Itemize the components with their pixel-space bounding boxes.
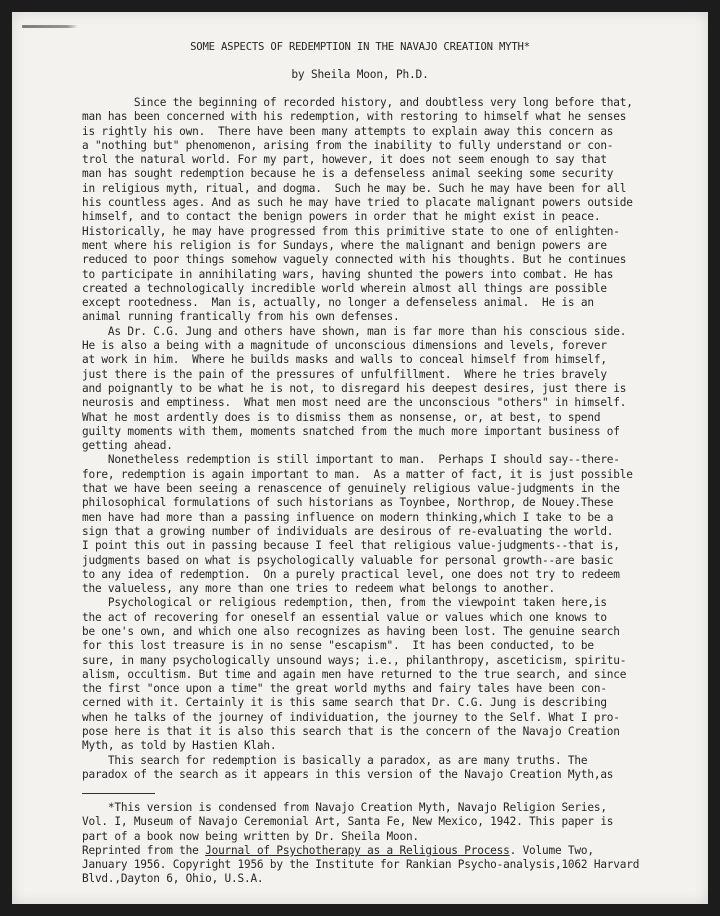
text-line: guilty moments with them, moments snatched from the much more important business of xyxy=(82,424,620,438)
text-line: This search for redemption is basically a paradox, as are many truths. The xyxy=(82,753,588,767)
text-line: be one's own, and which one also recognizes as having been lost. The genuine search xyxy=(82,624,620,638)
footnote-line: part of a book now being written by Dr. Sheila Moon. xyxy=(82,829,419,843)
text-line: judgments based on what is psychologically valuable for personal growth--are basic xyxy=(82,553,614,567)
reprint-suffix: . Volume Two, xyxy=(509,843,594,857)
footnote-line: Vol. I, Museum of Navajo Ceremonial Art, Santa Fe, New Mexico, 1942. This paper is xyxy=(82,815,614,829)
text-line: man has sought redemption because he is a defenseless animal seeking some security xyxy=(82,167,614,181)
footnotes xyxy=(82,801,642,887)
reprint-prefix: Reprinted from the xyxy=(82,843,206,857)
reprint-line xyxy=(82,844,642,858)
text-line: I point this out in passing because I feel that religious value-judgments--that is, xyxy=(82,539,620,553)
text-line: neurosis and emptiness. What men most need are the unconscious "others" in himself. xyxy=(82,396,627,410)
paragraph xyxy=(82,453,642,596)
text-line: Psychological or religious redemption, then, from the viewpoint taken here,is xyxy=(82,596,607,610)
text-line: in religious myth, ritual, and dogma. Such he may be. Such he may have been for all xyxy=(82,181,627,195)
text-line: a "nothing but" phenomenon, arising from the inability to fully understand or con- xyxy=(82,138,614,152)
text-line: when he talks of the journey of individuation, the journey to the Self. What I pro- xyxy=(82,710,620,724)
text-line: ment where his religion is for Sundays, where the malignant and benign powers are xyxy=(82,238,607,252)
text-line: animal running frantically from his own defenses. xyxy=(82,310,400,324)
text-line: himself, and to contact the benign powers in order that he might exist in peace. xyxy=(82,210,601,224)
text-line: He is also a being with a magnitude of unconscious dimensions and levels, forever xyxy=(82,339,607,353)
text-line: reduced to poor things somehow vaguely connected with his thoughts. But he continues xyxy=(82,253,627,267)
paragraph xyxy=(82,596,642,753)
text-line: the first "once upon a time" the great world myths and fairy tales have been con- xyxy=(82,682,607,696)
footnote-divider xyxy=(82,793,155,794)
reprint-line: January 1956. Copyright 1956 by the Institute for Rankian Psycho-analysis,1062 Harvard xyxy=(82,858,640,872)
text-line: Since the beginning of recorded history, and doubtless very long before that, xyxy=(82,96,633,109)
text-line: created a technologically incredible world wherein almost all things are possible xyxy=(82,281,607,295)
text-line: that we have been seeing a renascence of genuinely religious value-judgments in the xyxy=(82,482,620,496)
text-line: philosophical formulations of such historians as Toynbee, Northrop, de Nouey.These xyxy=(82,496,614,510)
text-line: cerned with it. Certainly it is this same search that Dr. C.G. Jung is describing xyxy=(82,696,607,710)
text-line: trol the natural world. For my part, however, it does not seem enough to say that xyxy=(82,153,607,167)
text-line: man has been concerned with his redemption, with restoring to himself what he senses xyxy=(82,110,627,124)
text-line: sign that a growing number of individuals are desirous of re-evaluating the world. xyxy=(82,524,614,538)
text-line: Historically, he may have progressed from this primitive state to one of enlighten- xyxy=(82,224,620,238)
text-line: pose here is that it is also this search that is the concern of the Navajo Creation xyxy=(82,725,620,739)
author-line: by Sheila Moon, Ph.D. xyxy=(291,68,429,81)
paragraph xyxy=(82,754,642,783)
text-line: to participate in annihilating wars, having shunted the powers into combat. He has xyxy=(82,267,614,281)
text-line: the valueless, any more than one tries to redeem what belongs to another. xyxy=(82,582,555,596)
text-line: getting ahead. xyxy=(82,439,173,453)
pencil-mark xyxy=(22,25,78,28)
text-line: What he most ardently does is to dismiss them as nonsense, or, at best, to spend xyxy=(82,410,601,424)
text-line: just there is the pain of the pressures of unfulfillment. Where he tries bravely xyxy=(82,367,607,381)
text-line: the act of recovering for oneself an essential value or values which one knows to xyxy=(82,610,607,624)
text-line: Myth, as told by Hastien Klah. xyxy=(82,739,277,753)
text-line: alism, occultism. But time and again men have returned to the true search, and since xyxy=(82,667,627,681)
text-line: men have had more than a passing influence on modern thinking,which I take to be a xyxy=(82,510,614,524)
text-line: As Dr. C.G. Jung and others have shown, man is far more than his conscious side. xyxy=(82,324,627,338)
text-line: for this lost treasure is in no sense "escapism". It has been conducted, to be xyxy=(82,639,594,653)
text-line: at work in him. Where he builds masks and walls to conceal himself from himself, xyxy=(82,353,607,367)
text-line: except rootedness. Man is, actually, no longer a defenseless animal. He is an xyxy=(82,296,594,310)
text-line: is rightly his own. There have been many attempts to explain away this concern as xyxy=(82,124,614,138)
footnote-line: *This version is condensed from Navajo Creation Myth, Navajo Religion Series, xyxy=(82,801,607,814)
text-line: his countless ages. And as such he may have tried to placate malignant powers outside xyxy=(82,196,633,210)
text-line: and poignantly to be what he is not, to disregard his deepest desires, just there is xyxy=(82,381,627,395)
paragraph xyxy=(82,325,642,454)
text-line: Nonetheless redemption is still important to man. Perhaps I should say--there- xyxy=(82,453,620,467)
document-title: SOME ASPECTS OF REDEMPTION IN THE NAVAJO CREATION MYTH* xyxy=(190,41,530,53)
journal-name: Journal of Psychotherapy as a Religious Process xyxy=(205,843,510,857)
document-body xyxy=(82,96,642,782)
text-line: paradox of the search as it appears in this version of the Navajo Creation Myth,as xyxy=(82,767,614,781)
text-line: sure, in many psychologically unsound ways; i.e., philanthropy, asceticism, spiritu- xyxy=(82,653,627,667)
reprint-line: Blvd.,Dayton 6, Ohio, U.S.A. xyxy=(82,872,264,886)
text-line: fore, redemption is again important to man. As a matter of fact, it is just possible xyxy=(82,467,633,481)
text-line: to any idea of redemption. On a purely practical level, one does not try to redeem xyxy=(82,567,620,581)
paragraph xyxy=(82,96,642,325)
